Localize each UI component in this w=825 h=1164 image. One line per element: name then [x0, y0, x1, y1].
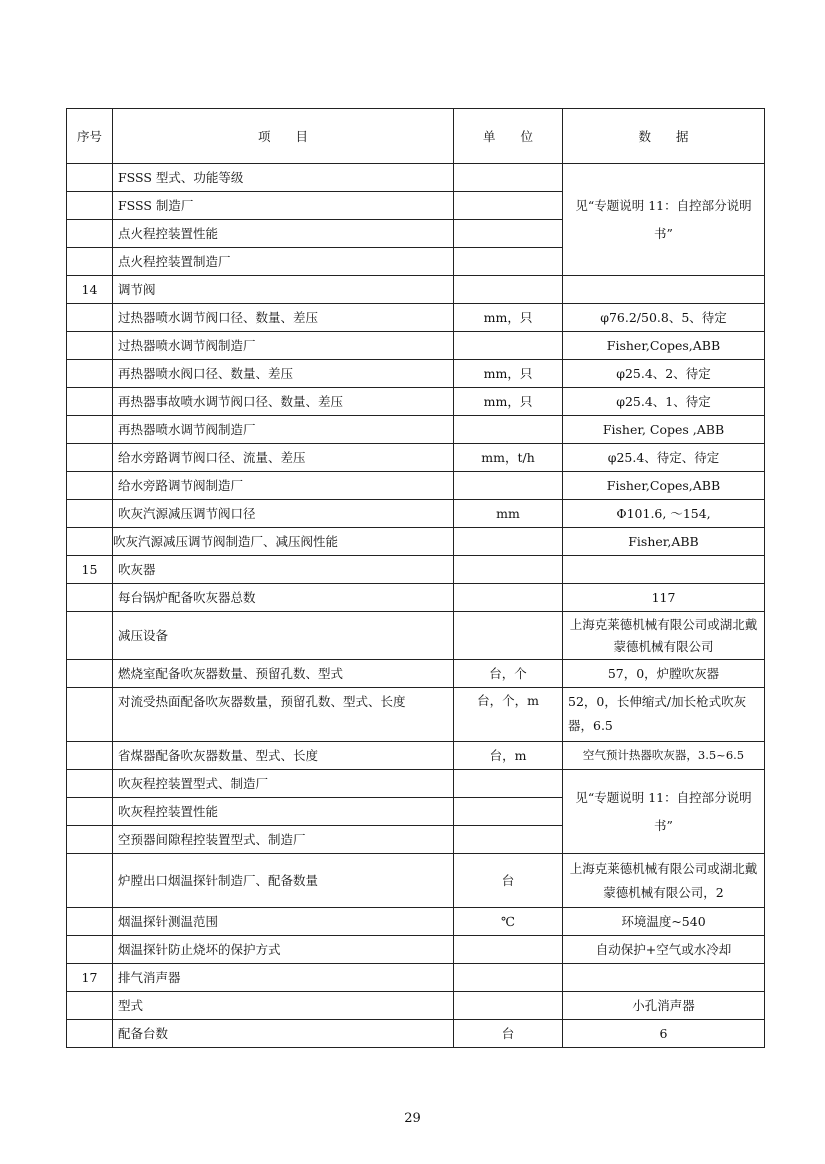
table-row	[67, 688, 765, 742]
table-row	[67, 360, 765, 388]
row-seq	[67, 164, 113, 192]
row-seq	[67, 1020, 113, 1048]
table-row	[67, 1020, 765, 1048]
row-seq	[67, 660, 113, 688]
row-item: 点火程控装置性能	[113, 220, 454, 248]
row-unit	[454, 416, 563, 444]
table-row	[67, 164, 765, 192]
table-row	[67, 388, 765, 416]
table-row	[67, 304, 765, 332]
row-item: 过热器喷水调节阀口径、数量、差压	[113, 304, 454, 332]
row-item: FSSS 型式、功能等级	[113, 164, 454, 192]
row-item: 吹灰器	[113, 556, 454, 584]
row-seq	[67, 472, 113, 500]
row-item: 燃烧室配备吹灰器数量、预留孔数、型式	[113, 660, 454, 688]
row-seq	[67, 416, 113, 444]
row-item: 烟温探针测温范围	[113, 908, 454, 936]
row-unit: mm，只	[454, 304, 563, 332]
row-seq	[67, 500, 113, 528]
row-seq	[67, 444, 113, 472]
row-seq	[67, 388, 113, 416]
row-item: 吹灰汽源减压调节阀口径	[113, 500, 454, 528]
row-unit: mm，只	[454, 388, 563, 416]
spec-table	[66, 108, 765, 1048]
row-seq	[67, 220, 113, 248]
table-header-row	[67, 109, 765, 164]
row-seq	[67, 192, 113, 220]
row-data: φ25.4、2、待定	[563, 360, 765, 388]
row-seq	[67, 770, 113, 798]
row-unit: 台，个	[454, 660, 563, 688]
row-unit: mm，只	[454, 360, 563, 388]
table-row	[67, 908, 765, 936]
row-seq	[67, 798, 113, 826]
row-data: 上海克莱德机械有限公司或湖北戴蒙德机械有限公司，2	[563, 854, 765, 908]
row-item: 过热器喷水调节阀制造厂	[113, 332, 454, 360]
row-unit: mm，t/h	[454, 444, 563, 472]
table-row	[67, 276, 765, 304]
row-unit	[454, 164, 563, 192]
row-data: 52，0，长伸缩式/加长枪式吹灰器，6.5	[563, 688, 765, 742]
row-data-merged: 见“专题说明 11：自控部分说明书”	[563, 770, 765, 854]
row-data: 自动保护+空气或水冷却	[563, 936, 765, 964]
row-unit	[454, 798, 563, 826]
row-unit	[454, 770, 563, 798]
row-data: φ25.4、待定、待定	[563, 444, 765, 472]
row-seq	[67, 248, 113, 276]
row-seq	[67, 742, 113, 770]
row-item: 配备台数	[113, 1020, 454, 1048]
table-row	[67, 742, 765, 770]
row-unit	[454, 220, 563, 248]
row-data	[563, 964, 765, 992]
row-unit	[454, 192, 563, 220]
row-data: 117	[563, 584, 765, 612]
row-item: 省煤器配备吹灰器数量、型式、长度	[113, 742, 454, 770]
table-row	[67, 416, 765, 444]
row-item: 吹灰程控装置型式、制造厂	[113, 770, 454, 798]
table-row	[67, 964, 765, 992]
row-unit	[454, 472, 563, 500]
row-data	[563, 556, 765, 584]
header-data: 数 据	[563, 109, 765, 164]
row-data: Fisher,Copes,ABB	[563, 472, 765, 500]
row-seq	[67, 612, 113, 660]
row-seq	[67, 304, 113, 332]
row-item: 再热器事故喷水调节阀口径、数量、差压	[113, 388, 454, 416]
table-row	[67, 584, 765, 612]
table-row	[67, 612, 765, 660]
table-row	[67, 556, 765, 584]
row-item: 炉膛出口烟温探针制造厂、配备数量	[113, 854, 454, 908]
row-data: 57，0，炉膛吹灰器	[563, 660, 765, 688]
table-row	[67, 992, 765, 1020]
row-seq	[67, 528, 113, 556]
row-data-merged: 见“专题说明 11：自控部分说明书”	[563, 164, 765, 276]
row-unit	[454, 556, 563, 584]
row-unit: 台	[454, 854, 563, 908]
row-data: 上海克莱德机械有限公司或湖北戴蒙德机械有限公司	[563, 612, 765, 660]
row-seq: 14	[67, 276, 113, 304]
header-item: 项 目	[113, 109, 454, 164]
row-unit	[454, 826, 563, 854]
row-data: φ25.4、1、待定	[563, 388, 765, 416]
row-item: 再热器喷水阀口径、数量、差压	[113, 360, 454, 388]
row-item: 排气消声器	[113, 964, 454, 992]
row-data: Fisher,ABB	[563, 528, 765, 556]
row-seq	[67, 936, 113, 964]
row-data: 空气预计热器吹灰器，3.5~6.5	[563, 742, 765, 770]
row-seq	[67, 688, 113, 742]
row-data: Fisher,Copes,ABB	[563, 332, 765, 360]
row-seq: 15	[67, 556, 113, 584]
row-seq	[67, 826, 113, 854]
page-number: 29	[404, 1111, 421, 1126]
row-seq	[67, 992, 113, 1020]
row-data: Fisher, Copes ,ABB	[563, 416, 765, 444]
row-item: FSSS 制造厂	[113, 192, 454, 220]
row-unit	[454, 936, 563, 964]
row-data	[563, 276, 765, 304]
row-item: 烟温探针防止烧坏的保护方式	[113, 936, 454, 964]
row-seq	[67, 332, 113, 360]
row-data: 环境温度~540	[563, 908, 765, 936]
row-unit: 台，m	[454, 742, 563, 770]
table-row	[67, 770, 765, 798]
row-data: 小孔消声器	[563, 992, 765, 1020]
row-item: 对流受热面配备吹灰器数量，预留孔数、型式、长度	[113, 688, 454, 742]
table-row	[67, 444, 765, 472]
row-item: 点火程控装置制造厂	[113, 248, 454, 276]
row-unit: 台，个，m	[454, 688, 563, 742]
row-seq	[67, 908, 113, 936]
row-data: Φ101.6, ～154,	[563, 500, 765, 528]
header-unit: 单 位	[454, 109, 563, 164]
table-row	[67, 854, 765, 908]
row-item: 调节阀	[113, 276, 454, 304]
row-unit	[454, 612, 563, 660]
row-item: 再热器喷水调节阀制造厂	[113, 416, 454, 444]
row-unit: 台	[454, 1020, 563, 1048]
row-unit	[454, 276, 563, 304]
row-seq: 17	[67, 964, 113, 992]
table-row	[67, 936, 765, 964]
row-seq	[67, 854, 113, 908]
table-row	[67, 500, 765, 528]
row-item: 减压设备	[113, 612, 454, 660]
row-unit	[454, 248, 563, 276]
row-unit	[454, 964, 563, 992]
header-seq: 序号	[67, 109, 113, 164]
row-unit	[454, 992, 563, 1020]
row-item: 给水旁路调节阀口径、流量、差压	[113, 444, 454, 472]
row-unit: ℃	[454, 908, 563, 936]
row-unit: mm	[454, 500, 563, 528]
row-unit	[454, 332, 563, 360]
row-seq	[67, 360, 113, 388]
row-item: 空预器间隙程控装置型式、制造厂	[113, 826, 454, 854]
row-data: φ76.2/50.8、5、待定	[563, 304, 765, 332]
row-unit	[454, 584, 563, 612]
table-row	[67, 472, 765, 500]
row-seq	[67, 584, 113, 612]
row-item: 型式	[113, 992, 454, 1020]
row-unit	[454, 528, 563, 556]
table-row	[67, 660, 765, 688]
row-item: 每台锅炉配备吹灰器总数	[113, 584, 454, 612]
row-item: 吹灰汽源减压调节阀制造厂、减压阀性能	[113, 528, 454, 556]
row-data: 6	[563, 1020, 765, 1048]
table-row	[67, 528, 765, 556]
table-row	[67, 332, 765, 360]
row-item: 吹灰程控装置性能	[113, 798, 454, 826]
row-item: 给水旁路调节阀制造厂	[113, 472, 454, 500]
